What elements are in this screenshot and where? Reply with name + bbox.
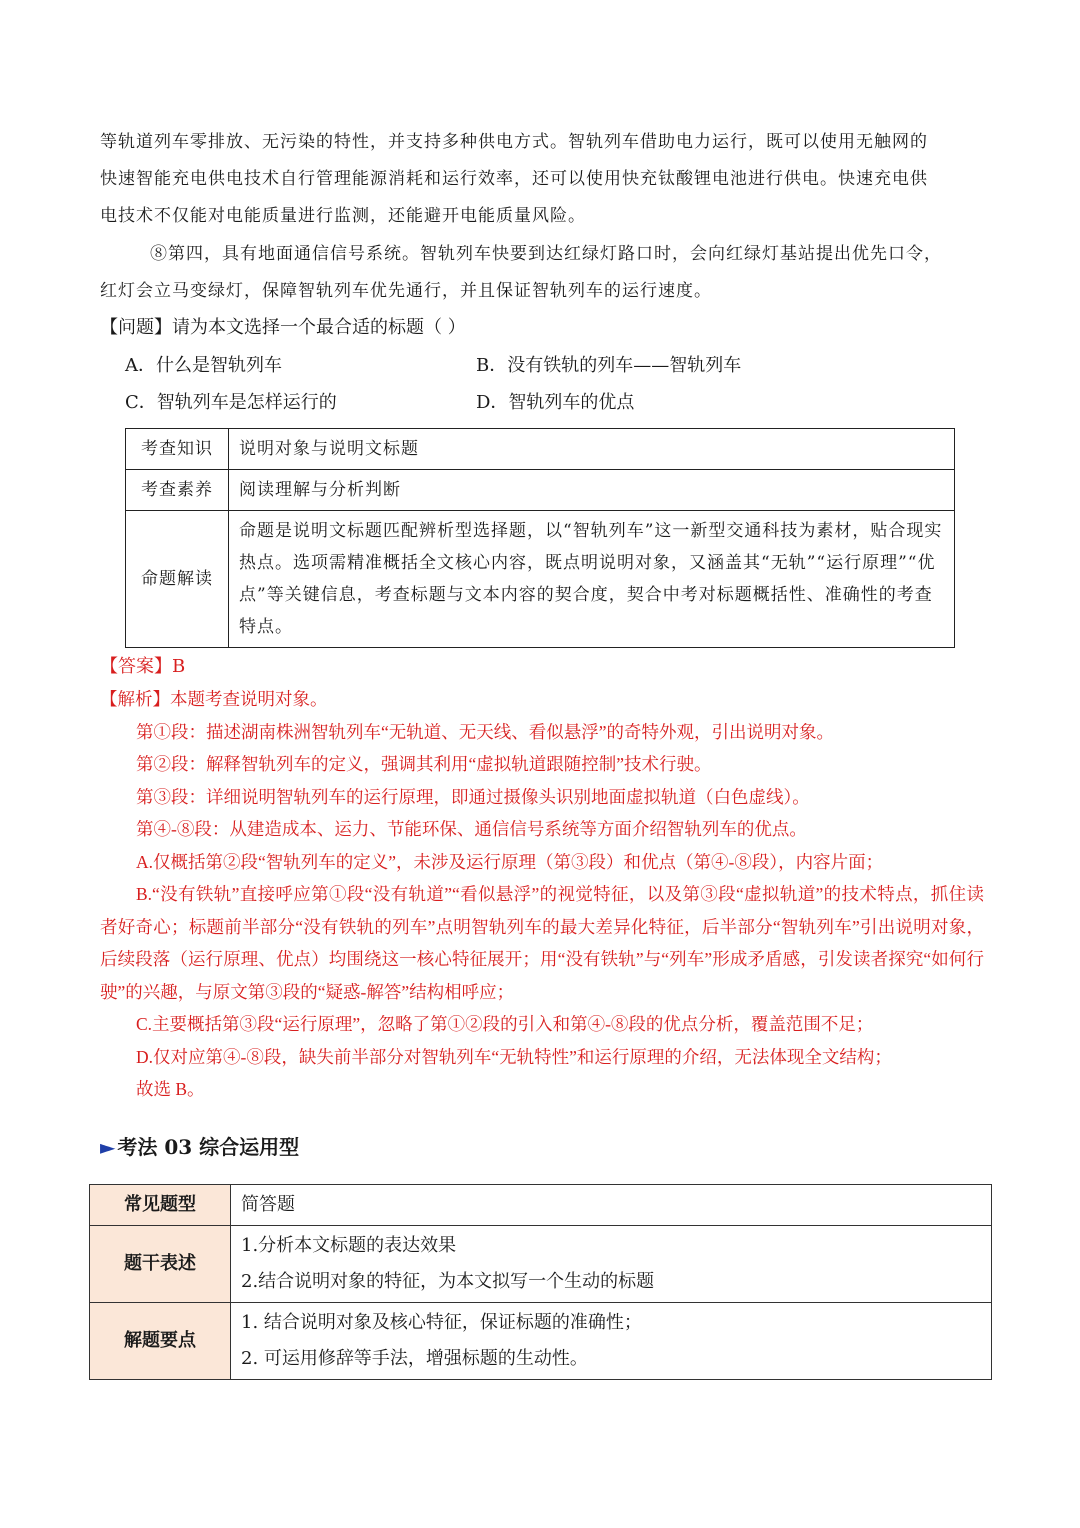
analysis-option-a: A.仅概括第②段“智轨列车的定义”，未涉及运行原理（第③段）和优点（第④-⑧段），内容片面； <box>136 851 884 872</box>
method-value-stem <box>231 1226 992 1303</box>
info-value-interpretation: 命题是说明文标题匹配辨析型选择题，以“智轨列车”这一新型交通科技为素材，贴合现实热点。选项需精准概括全文核心内容，既点明说明对象，又涵盖其“无轨”“运行原理”“优点”等关键信息，考查标题与文本内容的契合度，契合中考对标题概括性、准确性的考查特点。 <box>229 511 955 648</box>
answer-value: B <box>172 656 186 677</box>
method-stem-line-2: 2.结合说明对象的特征，为本文拟写一个生动的标题 <box>241 1271 655 1292</box>
p8-line-1: ⑧第四，具有地面通信信号系统。智轨列车快要到达红绿灯路口时，会向红绿灯基站提出优先口令， <box>150 244 942 264</box>
section-heading <box>100 1132 299 1162</box>
analysis-line-3: 第③段：详细说明智轨列车的运行原理，即通过摄像头识别地面虚拟轨道（白色虚线）。 <box>136 786 810 807</box>
info-key-interpretation: 命题解读 <box>126 511 229 648</box>
option-d: D．智轨列车的优点 <box>476 392 635 413</box>
method-points-line-1: 1. 结合说明对象及核心特征，保证标题的准确性； <box>241 1312 642 1333</box>
p7-line-1: 等轨道列车零排放、无污染的特性，并支持多种供电方式。智轨列车借助电力运行，既可以使用无触网的 <box>100 132 928 152</box>
method-key-type: 常见题型 <box>90 1185 231 1226</box>
analysis-option-d: D.仅对应第④-⑧段，缺失前半部分对智轨列车“无轨特性”和运行原理的介绍，无法体现全文结构； <box>136 1046 892 1067</box>
info-value-knowledge: 说明对象与说明文标题 <box>229 429 955 470</box>
method-key-points: 解题要点 <box>90 1303 231 1380</box>
p7-line-2: 快速智能充电供电技术自行管理能源消耗和运行效率，还可以使用快充钛酸锂电池进行供电。快速充电供 <box>100 169 928 189</box>
method-points-line-2: 2. 可运用修辞等手法，增强标题的生动性。 <box>241 1348 588 1369</box>
table-row <box>126 429 955 470</box>
analysis-option-c: C.主要概括第③段“运行原理”，忽略了第①②段的引入和第④-⑧段的优点分析，覆盖范围不足； <box>136 1014 874 1034</box>
p7-line-3: 电技术不仅能对电能质量进行监测，还能避开电能质量风险。 <box>100 206 586 226</box>
info-value-literacy: 阅读理解与分析判断 <box>229 470 955 511</box>
analysis-heading <box>100 683 984 716</box>
analysis-label: 【解析】 <box>100 689 170 709</box>
method-value-points <box>231 1303 992 1380</box>
analysis-line-4: 第④-⑧段：从建造成本、运力、节能环保、通信信号系统等方面介绍智轨列车的优点。 <box>136 819 807 839</box>
question-line <box>100 314 466 342</box>
info-key-knowledge: 考查知识 <box>126 429 229 470</box>
p8-line-2: 红灯会立马变绿灯，保障智轨列车优先通行，并且保证智轨列车的运行速度。 <box>100 281 712 301</box>
option-c: C．智轨列车是怎样运行的 <box>125 392 337 413</box>
table-row <box>90 1226 992 1303</box>
table-row <box>126 511 955 648</box>
table-row <box>90 1303 992 1380</box>
analysis-line-1: 第①段：描述湖南株洲智轨列车“无轨道、无天线、看似悬浮”的奇特外观，引出说明对象。 <box>136 721 835 742</box>
section-title: 考法 03 综合运用型 <box>117 1135 300 1159</box>
method-table <box>89 1184 992 1380</box>
answer-label: 【答案】 <box>100 656 172 677</box>
info-key-literacy: 考查素养 <box>126 470 229 511</box>
table-row <box>126 470 955 511</box>
analysis-block <box>100 683 984 1106</box>
method-value-type: 简答题 <box>231 1185 992 1226</box>
method-key-stem: 题干表述 <box>90 1226 231 1303</box>
passage-paragraph-8 <box>100 236 980 310</box>
question-label: 【问题】 <box>100 317 172 338</box>
method-stem-line-1: 1.分析本文标题的表达效果 <box>241 1235 457 1256</box>
analysis-option-b: B.“没有铁轨”直接呼应第①段“没有轨道”“看似悬浮”的视觉特征，以及第③段“虚拟轨道”的技术特点，抓住读者好奇心；标题前半部分“没有铁轨的列车”点明智轨列车的最大差异化特征，后半部分“智轨列车”引出说明对象，后续段落（运行原理、优点）均围绕这一核心特征展开；用“没有铁轨”与“列车”形成矛盾感，引发读者探究“如何行驶”的兴趣，与原文第③段的“疑惑-解答”结构相呼应； <box>100 884 984 1002</box>
table-row <box>90 1185 992 1226</box>
question-info-table <box>125 428 955 648</box>
passage-paragraph-7 <box>100 124 980 235</box>
question-text: 请为本文选择一个最合适的标题（ ） <box>172 317 466 338</box>
option-a: A．什么是智轨列车 <box>125 355 282 376</box>
triangle-marker-icon: ► <box>100 1135 116 1159</box>
option-b: B．没有铁轨的列车——智轨列车 <box>476 355 742 376</box>
analysis-line-2: 第②段：解释智轨列车的定义，强调其利用“虚拟轨道跟随控制”技术行驶。 <box>136 754 712 774</box>
answer-line <box>100 651 185 683</box>
analysis-conclusion: 故选 B。 <box>136 1079 205 1099</box>
analysis-intro: 本题考查说明对象。 <box>170 689 328 709</box>
